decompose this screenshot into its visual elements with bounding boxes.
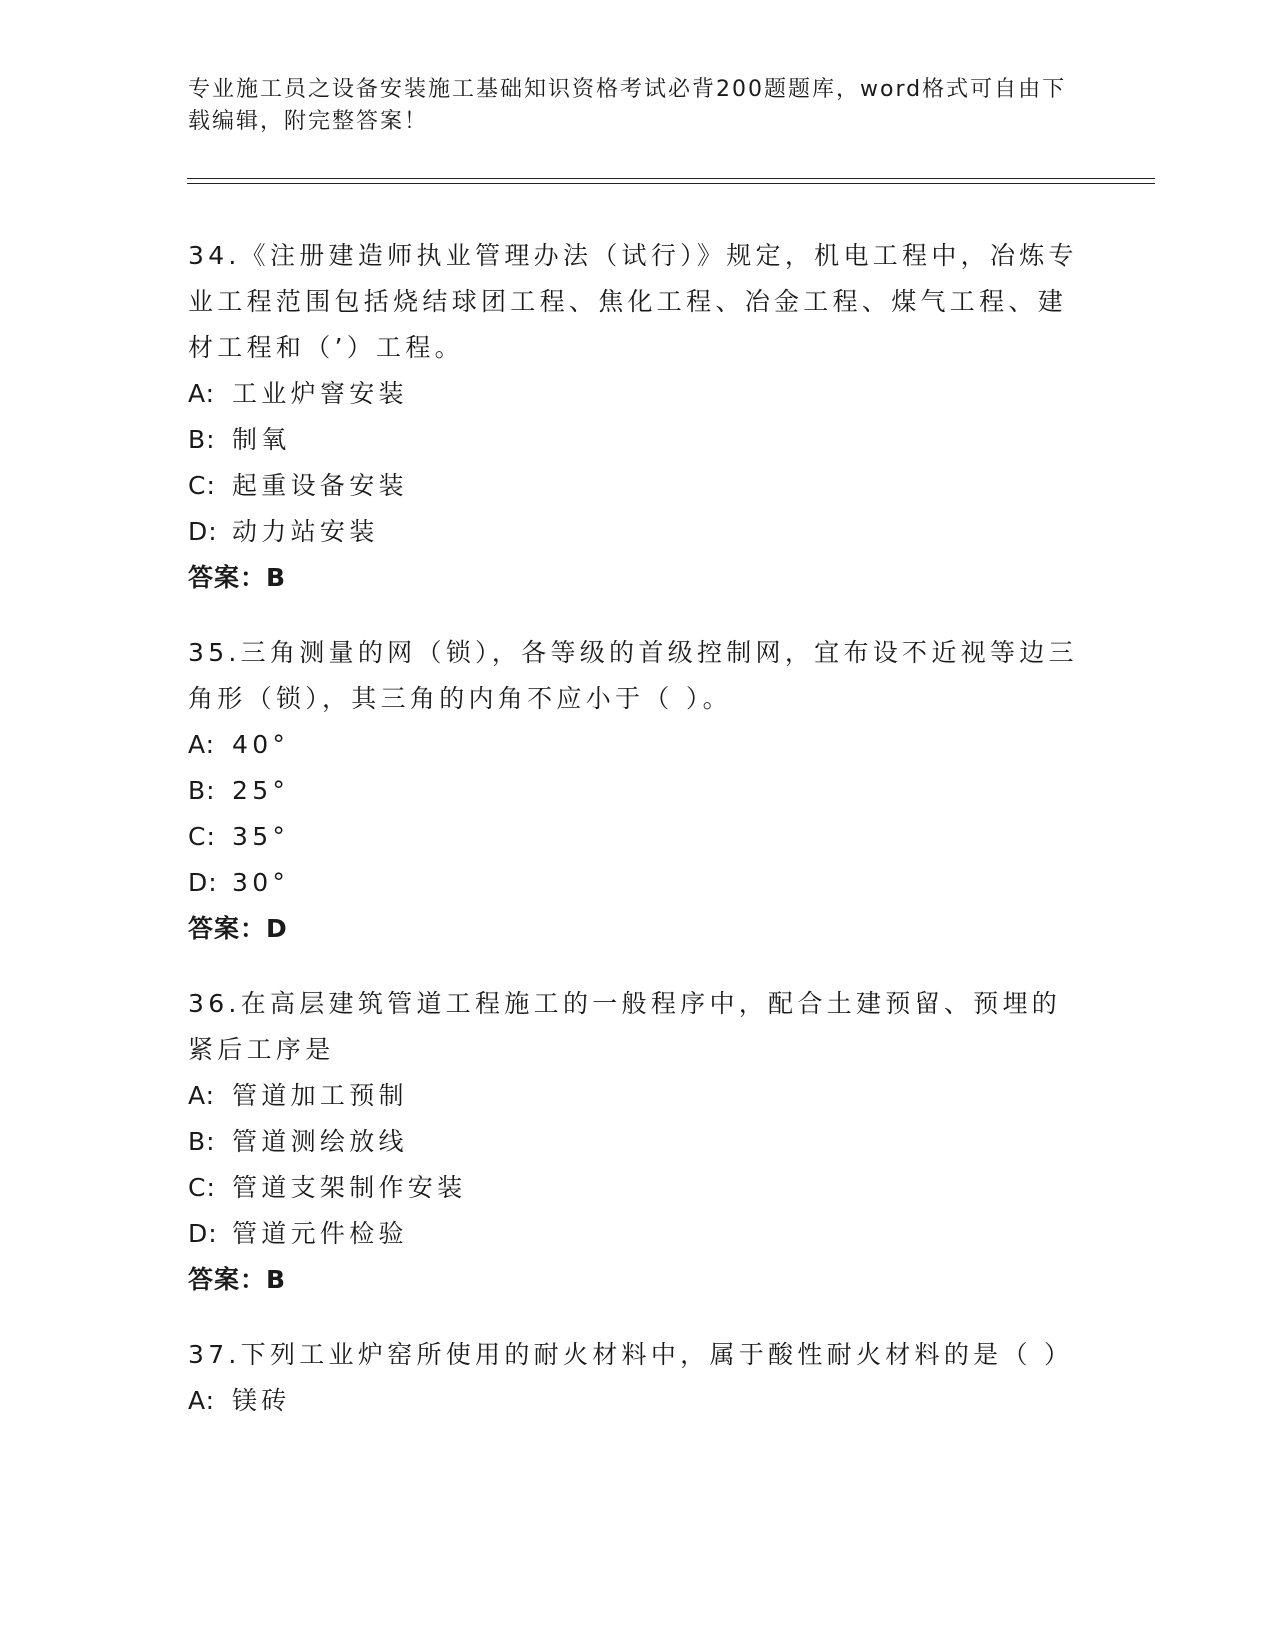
option-key: A:	[188, 730, 216, 759]
option-c	[188, 1165, 1088, 1211]
option-b	[188, 417, 1088, 463]
option-text: 管道测绘放线	[232, 1127, 408, 1156]
question-stem: 35.三角测量的网（锁），各等级的首级控制网，宜布设不近视等边三角形（锁），其三角的内角不应小于（ ）。	[188, 638, 1078, 713]
option-b	[188, 768, 1088, 814]
option-d	[188, 509, 1088, 555]
question-list	[188, 233, 1088, 1453]
option-key: A:	[188, 1386, 216, 1415]
option-b	[188, 1119, 1088, 1165]
header-rule-top	[187, 178, 1155, 179]
option-text: 25°	[232, 776, 290, 805]
option-text: 30°	[232, 868, 290, 897]
option-key: A:	[188, 1081, 216, 1110]
option-c	[188, 463, 1088, 509]
option-key: C:	[188, 822, 216, 851]
page-header-title: 专业施工员之设备安装施工基础知识资格考试必背200题题库，word格式可自由下载编辑，附完整答案！	[188, 77, 1067, 134]
option-text: 管道元件检验	[232, 1219, 408, 1248]
option-a	[188, 722, 1088, 768]
option-text: 镁砖	[232, 1386, 291, 1415]
option-text: 工业炉窨安装	[232, 379, 408, 408]
option-key: D:	[188, 517, 218, 546]
question-stem: 34.《注册建造师执业管理办法（试行）》规定，机电工程中，冶炼专业工程范围包括烧结球团工程、焦化工程、冶金工程、煤气工程、建材工程和（’）工程。	[188, 241, 1078, 362]
option-text: 管道加工预制	[232, 1081, 408, 1110]
option-key: A:	[188, 379, 216, 408]
option-d	[188, 1211, 1088, 1257]
question-37	[188, 1332, 1088, 1424]
question-35	[188, 630, 1088, 952]
option-key: D:	[188, 1219, 218, 1248]
option-key: C:	[188, 471, 216, 500]
header-rule-bottom	[187, 183, 1155, 184]
option-text: 动力站安装	[232, 517, 379, 546]
option-key: B:	[188, 425, 216, 454]
answer-line: 答案：D	[188, 914, 288, 943]
answer-line: 答案：B	[188, 1265, 287, 1294]
option-text: 管道支架制作安装	[232, 1173, 467, 1202]
option-a	[188, 1378, 1088, 1424]
option-d	[188, 860, 1088, 906]
question-34	[188, 233, 1088, 601]
option-text: 40°	[232, 730, 290, 759]
option-a	[188, 1073, 1088, 1119]
option-text: 制氧	[232, 425, 291, 454]
option-c	[188, 814, 1088, 860]
question-stem: 37.下列工业炉窑所使用的耐火材料中，属于酸性耐火材料的是（ ）	[188, 1340, 1074, 1369]
option-key: C:	[188, 1173, 216, 1202]
question-36	[188, 981, 1088, 1303]
option-key: B:	[188, 776, 216, 805]
option-key: B:	[188, 1127, 216, 1156]
option-key: D:	[188, 868, 218, 897]
question-stem: 36.在高层建筑管道工程施工的一般程序中，配合土建预留、预埋的紧后工序是	[188, 989, 1062, 1064]
option-a	[188, 371, 1088, 417]
answer-line: 答案：B	[188, 563, 287, 592]
option-text: 起重设备安装	[232, 471, 408, 500]
option-text: 35°	[232, 822, 290, 851]
